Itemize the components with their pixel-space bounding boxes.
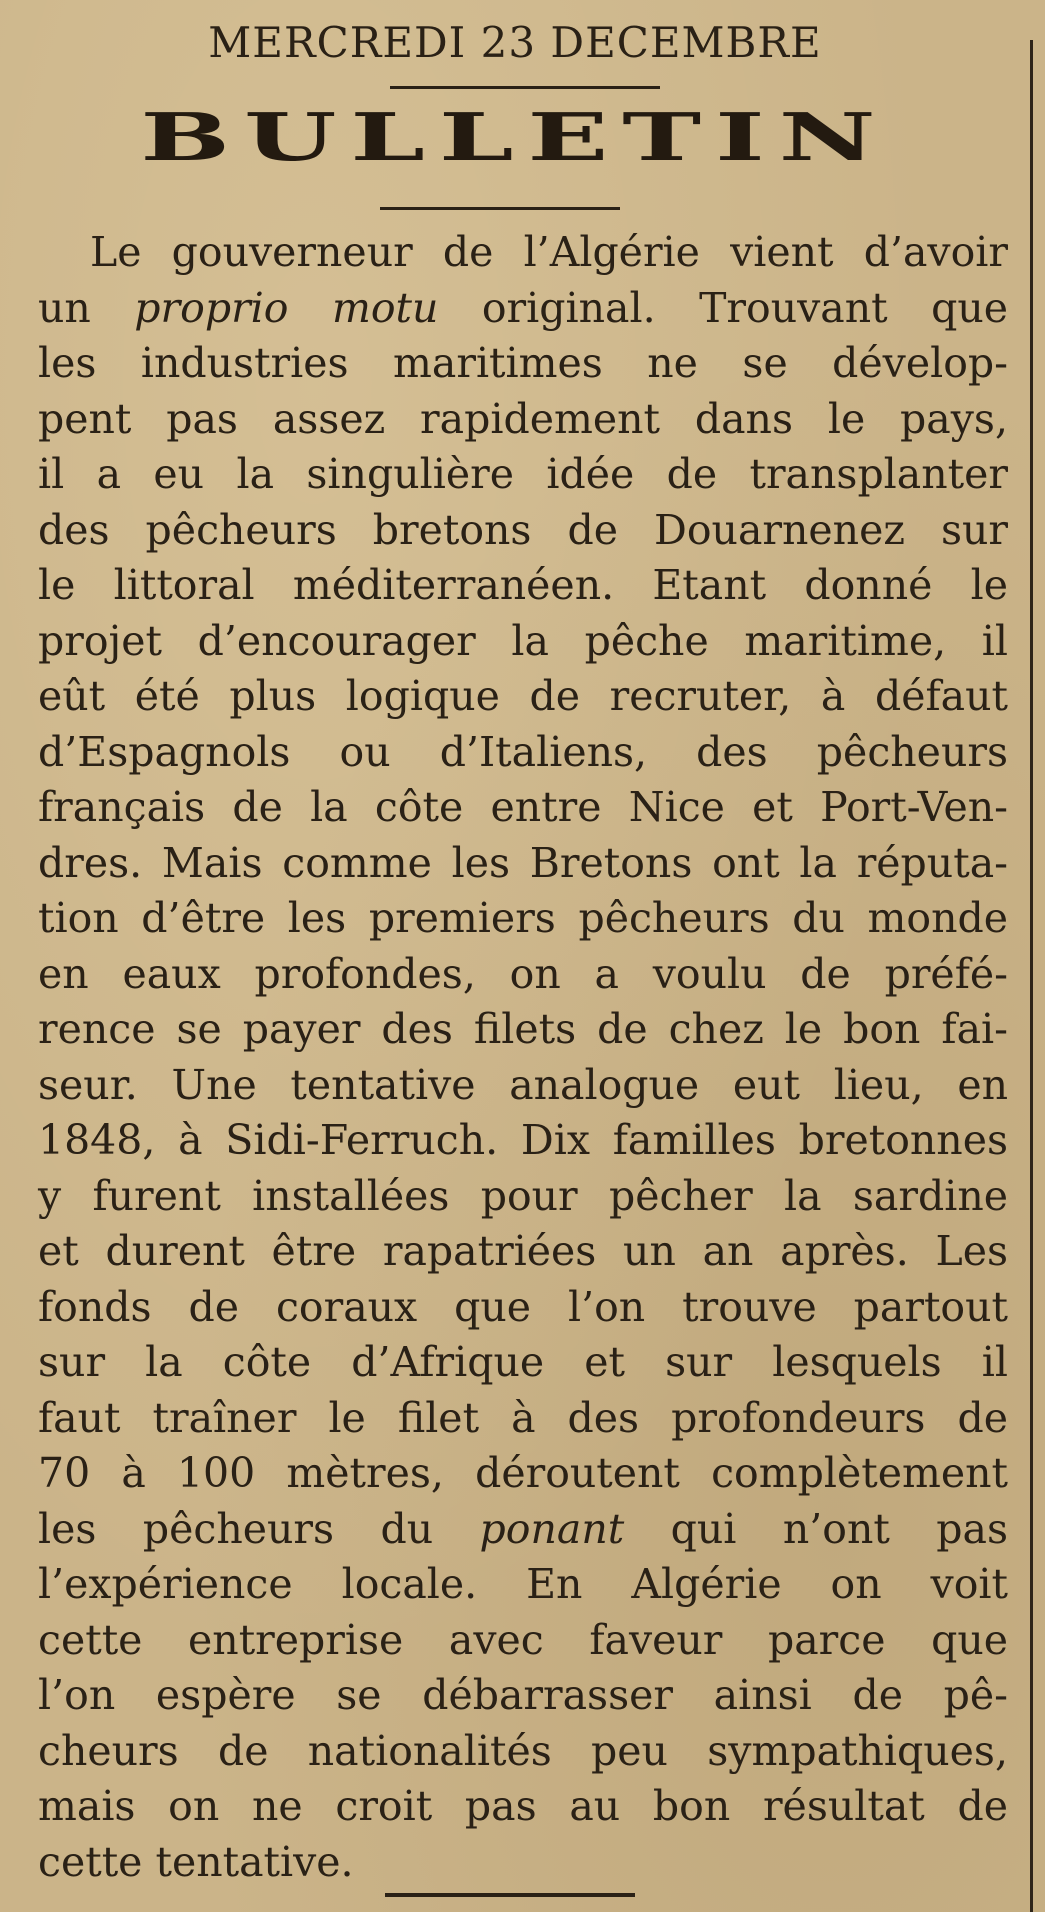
article-line: fonds de coraux que l’on trouve partout [38, 1282, 1008, 1331]
article-line: un proprio motu original. Trouvant que [38, 283, 1008, 332]
article-line: dres. Mais comme les Bretons ont la réputa- [38, 838, 1008, 887]
article-line: sur la côte d’Afrique et sur lesquels il [38, 1338, 1008, 1386]
article-line: français de la côte entre Nice et Port-Ven- [38, 783, 1008, 831]
divider-top [390, 86, 660, 89]
article-line: des pêcheurs bretons de Douarnenez sur [38, 505, 1008, 554]
article-line: en eaux profondes, on a voulu de préfé- [38, 949, 1008, 998]
italic-phrase: ponant [479, 1504, 625, 1553]
article-line: projet d’encourager la pêche maritime, il [38, 616, 1008, 665]
divider-bottom [385, 1893, 635, 1897]
article-line: rence se payer des filets de chez le bon fai- [38, 1005, 1008, 1053]
article-line: les pêcheurs du ponant qui n’ont pas [38, 1504, 1008, 1553]
article-body [38, 225, 1008, 1890]
article-line: mais on ne croit pas au bon résultat de [38, 1782, 1008, 1830]
article-line: 70 à 100 mètres, déroutent complètement [38, 1449, 1008, 1497]
article-line: cette tentative. [38, 1837, 354, 1886]
article-line: Le gouverneur de l’Algérie vient d’avoir [90, 228, 1008, 276]
article-line: l’on espère se débarrasser ainsi de pê- [38, 1671, 1008, 1719]
divider-under-title [380, 207, 620, 210]
bulletin-title: BULLETIN [140, 97, 890, 176]
article-line: cette entreprise avec faveur parce que [38, 1615, 1008, 1664]
article-line: les industries maritimes ne se dévelop- [38, 339, 1008, 387]
article-line: il a eu la singulière idée de transplanter [38, 450, 1008, 498]
article-line: pent pas assez rapidement dans le pays, [38, 394, 1008, 443]
column-rule [1030, 40, 1033, 1912]
italic-phrase: proprio motu [134, 283, 439, 332]
article-line: le littoral méditerranéen. Etant donné le [38, 561, 1008, 609]
article-line: l’expérience locale. En Algérie on voit [38, 1560, 1008, 1608]
article-line: 1848, à Sidi-Ferruch. Dix familles bretonnes [38, 1116, 1008, 1164]
article-line: faut traîner le filet à des profondeurs de [38, 1393, 1008, 1442]
article-line: y furent installées pour pêcher la sardine [38, 1171, 1008, 1220]
article-line: eût été plus logique de recruter, à défaut [38, 672, 1008, 720]
dateline: MERCREDI 23 DECEMBRE [208, 18, 822, 67]
article-line: et durent être rapatriées un an après. Les [38, 1227, 1008, 1275]
article-line: tion d’être les premiers pêcheurs du monde [38, 894, 1008, 942]
article-line: seur. Une tentative analogue eut lieu, en [38, 1060, 1008, 1109]
article-line: d’Espagnols ou d’Italiens, des pêcheurs [38, 727, 1008, 776]
article-line: cheurs de nationalités peu sympathiques, [38, 1726, 1008, 1775]
